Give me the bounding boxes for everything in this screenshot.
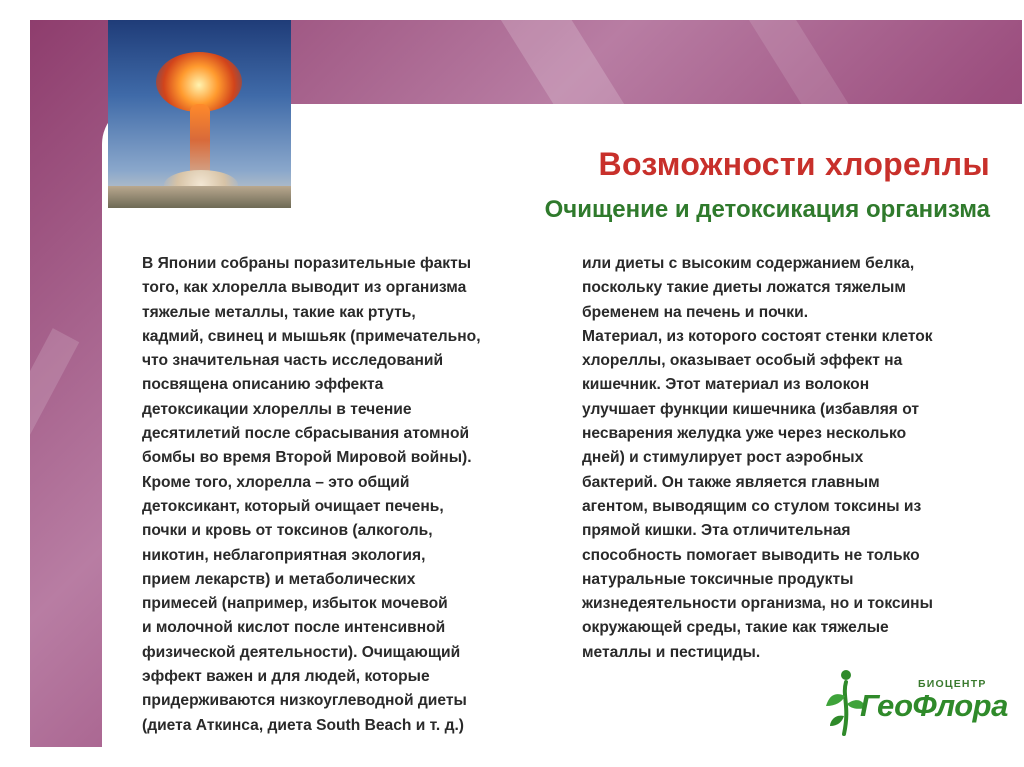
cloud-cap bbox=[156, 52, 242, 112]
slide-subtitle: Очищение и детоксикация организма bbox=[544, 196, 990, 223]
geoflora-logo bbox=[822, 666, 1022, 738]
slide-frame bbox=[30, 20, 1022, 747]
text-column-right: или диеты с высоким содержанием белка, поскольку такие диеты ложатся тяжелым бременем на печень и почки. Материал, из которого состоят стенки клеток хлореллы, оказывает особый эффект на кишечник. Этот материал из волокон улучшает функции кишечника (избавляя от несварения желудка уже через несколько дней) и стимулирует рост аэробных бактерий. Он также является главным агентом, выводящим со стулом токсины из прямой кишки. Эта отличительная способность помогает выводить не только натуральные токсичные продукты жизнедеятельности организма, но и токсины окружающей среды, такие как тяжелые металлы и пестициды. bbox=[582, 255, 933, 661]
slide-title: Возможности хлореллы bbox=[598, 146, 990, 182]
logo-subtext: БИОЦЕНТР bbox=[918, 678, 987, 690]
decor-stripe bbox=[30, 328, 79, 572]
text-column-left: В Японии собраны поразительные факты того, как хлорелла выводит из организма тяжелые металлы, такие как ртуть, кадмий, свинец и мышьяк (примечательно, что значительная часть исследований посвящена описанию эффекта детоксикации хлореллы в течение десятилетий после сбрасывания атомной бомбы во время Второй Мировой войны). Кроме того, хлорелла – это общий детоксикант, который очищает печень, почки и кровь от токсинов (алкоголь, никотин, неблагоприятная экология, прием лекарств) и метаболических примесей (например, избыток мочевой и молочной кислот после интенсивной физической деятельности). Очищающий эффект важен и для людей, которые придерживаются низкоуглеводной диеты (диета Аткинса, диета South Beach и т. д.) bbox=[142, 255, 481, 734]
ground bbox=[108, 186, 291, 208]
logo-name: ГеоФлора bbox=[860, 688, 1008, 723]
mushroom-cloud-photo bbox=[108, 20, 291, 208]
